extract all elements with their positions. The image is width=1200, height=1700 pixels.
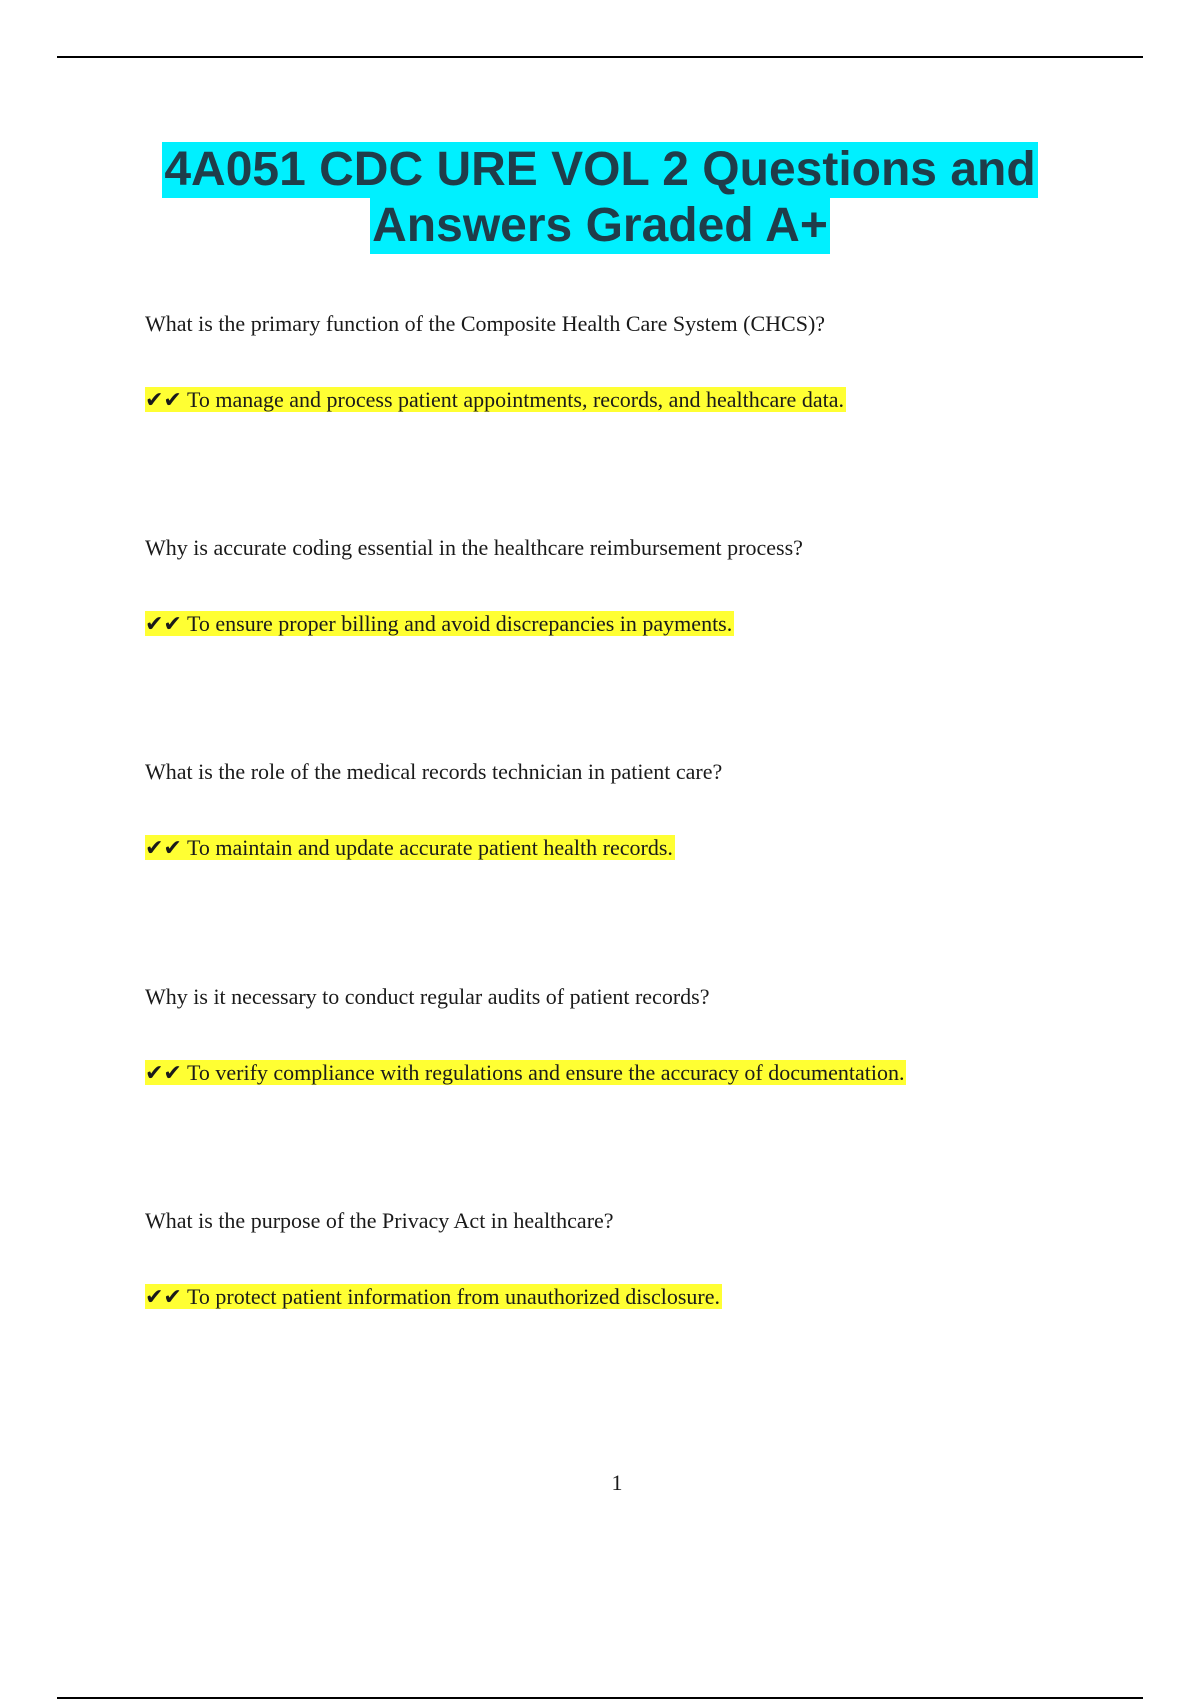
answer-text: To ensure proper billing and avoid discrepancies in payments. [186, 611, 733, 636]
checkmark-icon: ✔✔ [145, 612, 182, 637]
answer-5 [145, 1282, 1105, 1313]
answer-2 [145, 609, 1105, 640]
question-3: What is the role of the medical records technician in patient care? [145, 759, 723, 784]
answer-highlight [145, 1060, 906, 1085]
question-5: What is the purpose of the Privacy Act in healthcare? [145, 1208, 614, 1233]
document-title [100, 142, 1100, 254]
bottom-rule [57, 1697, 1143, 1699]
qa-item-4 [145, 982, 1105, 1089]
answer-highlight [145, 387, 846, 412]
answer-text: To maintain and update accurate patient health records. [186, 835, 673, 860]
checkmark-icon: ✔✔ [145, 388, 182, 413]
title-line-1: 4A051 CDC URE VOL 2 Questions and [164, 143, 1036, 196]
question-1: What is the primary function of the Composite Health Care System (CHCS)? [145, 311, 826, 336]
answer-4 [145, 1058, 1105, 1089]
answer-text: To protect patient information from unauthorized disclosure. [186, 1284, 721, 1309]
question-4: Why is it necessary to conduct regular audits of patient records? [145, 984, 710, 1009]
answer-3 [145, 833, 1105, 864]
checkmark-icon: ✔✔ [145, 1061, 182, 1086]
top-rule [57, 56, 1143, 58]
qa-item-5 [145, 1206, 1105, 1313]
answer-highlight [145, 835, 675, 860]
qa-item-2 [145, 533, 1105, 640]
title-line-2: Answers Graded A+ [372, 199, 828, 252]
qa-item-3 [145, 757, 1105, 864]
qa-item-1 [145, 309, 1105, 416]
page-number: 1 [611, 1470, 623, 1495]
answer-text: To verify compliance with regulations and ensure the accuracy of documentation. [186, 1060, 905, 1085]
question-2: Why is accurate coding essential in the healthcare reimbursement process? [145, 535, 803, 560]
checkmark-icon: ✔✔ [145, 836, 182, 861]
answer-highlight [145, 1284, 722, 1309]
answer-highlight [145, 611, 734, 636]
answer-text: To manage and process patient appointments, records, and healthcare data. [186, 387, 844, 412]
checkmark-icon: ✔✔ [145, 1285, 182, 1310]
answer-1 [145, 385, 1105, 416]
